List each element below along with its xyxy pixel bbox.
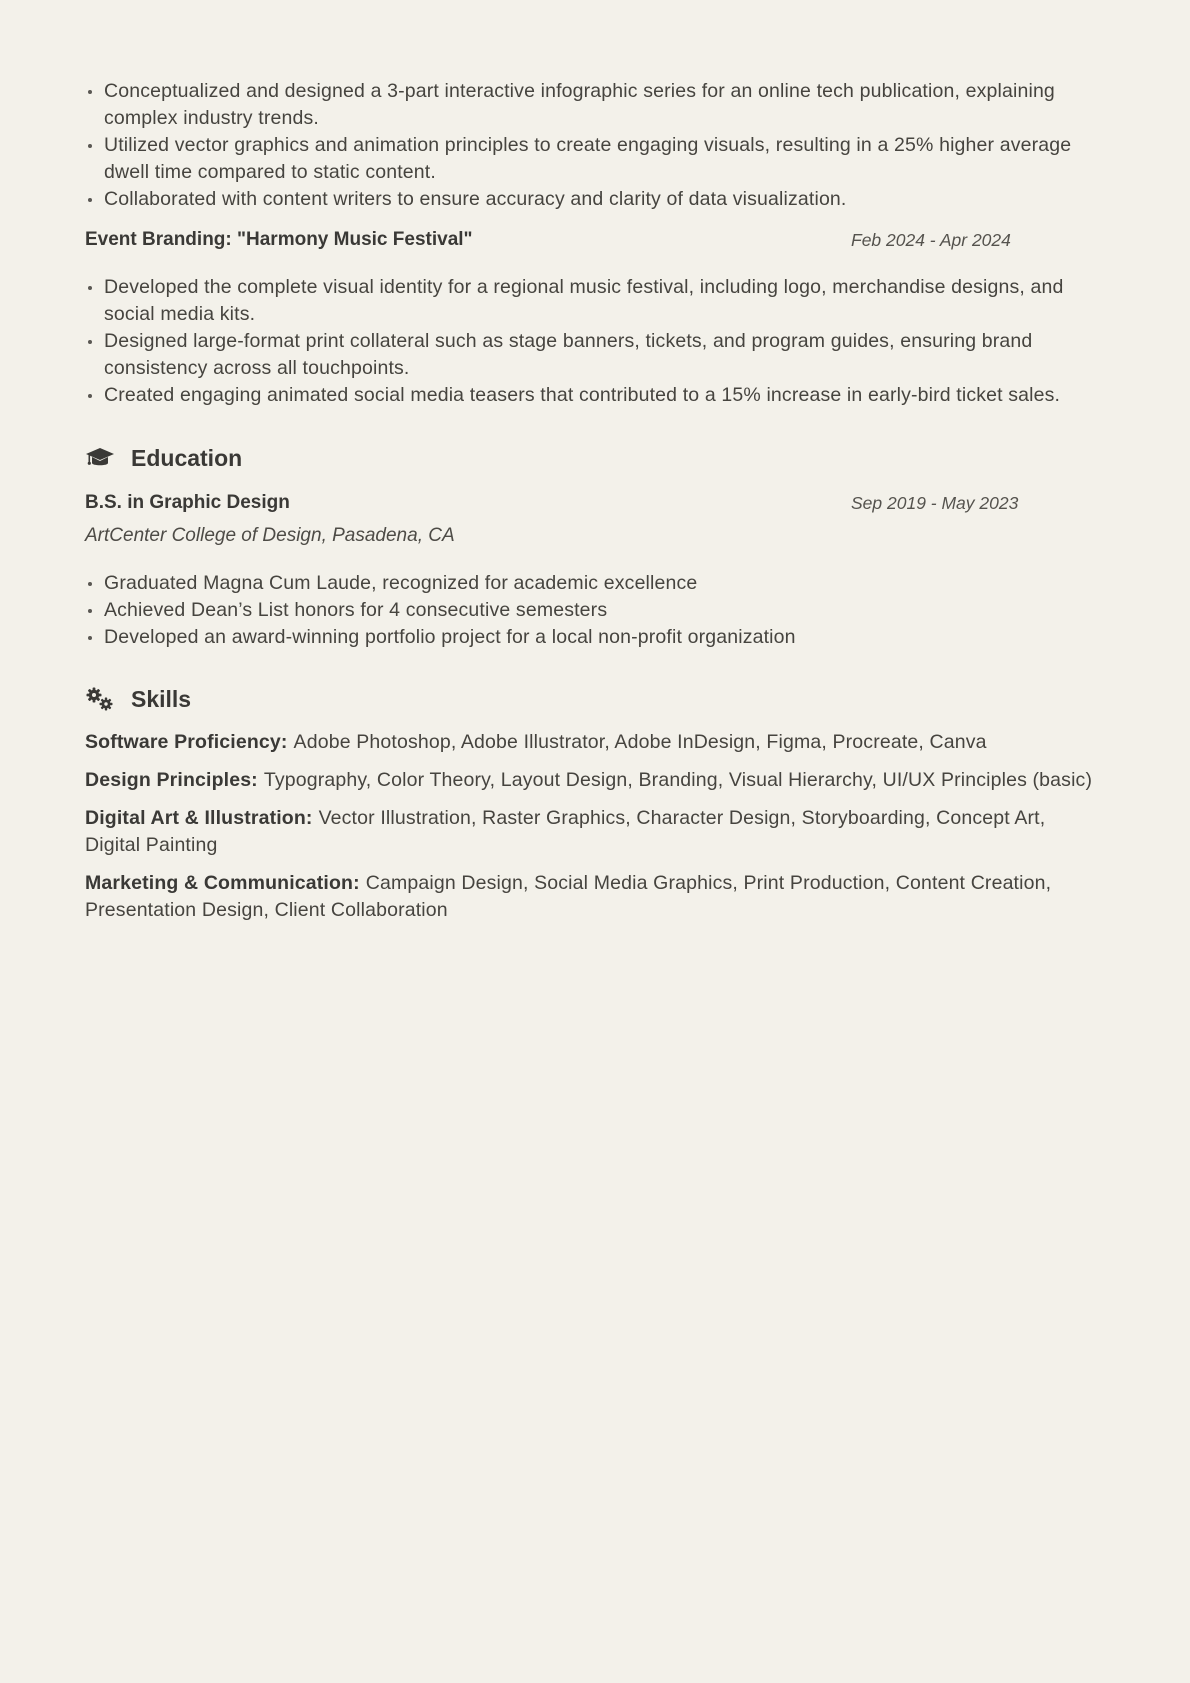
skill-row [85, 870, 1105, 924]
skill-row [85, 729, 1105, 756]
list-item: Developed an award-winning portfolio project for a local non-profit organization [104, 624, 1105, 651]
graduation-cap-icon [85, 443, 115, 473]
skill-label: Software Proficiency: [85, 731, 288, 753]
list-item: Collaborated with content writers to ensure accuracy and clarity of data visualization. [104, 186, 1105, 213]
skill-value: Campaign Design, Social Media Graphics, Print Production, Content Creation, Presentation Design, Client Collaboration [85, 872, 1052, 921]
education-bullet-list [85, 570, 1105, 651]
list-item: Designed large-format print collateral such as stage banners, tickets, and program guides, ensuring brand consistency across all touchpoints. [104, 328, 1105, 382]
education-section-header [85, 441, 1105, 475]
project-bullet-list [85, 78, 1105, 213]
skills-section-header [85, 682, 1105, 716]
degree-title: B.S. in Graphic Design [85, 492, 290, 513]
education-heading: Education [131, 445, 243, 471]
skills-heading: Skills [131, 686, 192, 712]
list-item: Created engaging animated social media teasers that contributed to a 15% increase in early-bird ticket sales. [104, 382, 1105, 409]
list-item: Utilized vector graphics and animation principles to create engaging visuals, resulting in a 25% higher average dwell time compared to static content. [104, 132, 1105, 186]
skills-list [85, 729, 1105, 924]
resume-page [85, 78, 1105, 935]
project-entry-header [85, 226, 1105, 254]
skill-value: Adobe Photoshop, Adobe Illustrator, Adobe InDesign, Figma, Procreate, Canva [293, 731, 987, 753]
list-item: Graduated Magna Cum Laude, recognized for academic excellence [104, 570, 1105, 597]
skill-label: Digital Art & Illustration: [85, 807, 313, 829]
project-title: Event Branding: "Harmony Music Festival" [85, 229, 473, 250]
list-item: Achieved Dean’s List honors for 4 consecutive semesters [104, 597, 1105, 624]
skill-label: Design Principles: [85, 769, 258, 791]
list-item: Conceptualized and designed a 3-part interactive infographic series for an online tech publication, explaining complex industry trends. [104, 78, 1105, 132]
skill-label: Marketing & Communication: [85, 872, 360, 894]
list-item: Developed the complete visual identity for a regional music festival, including logo, merchandise designs, and social media kits. [104, 274, 1105, 328]
skill-row [85, 805, 1105, 859]
education-entry-header [85, 489, 1105, 517]
skill-row [85, 767, 1105, 794]
skill-value: Typography, Color Theory, Layout Design, Branding, Visual Hierarchy, UI/UX Principles (basic) [263, 769, 1093, 791]
project-date: Feb 2024 - Apr 2024 [851, 230, 1011, 250]
skill-value: Vector Illustration, Raster Graphics, Character Design, Storyboarding, Concept Art, Digital Painting [85, 807, 1046, 856]
gears-icon [85, 684, 115, 714]
school-name: ArtCenter College of Design, Pasadena, CA [85, 525, 455, 546]
project-bullet-list [85, 274, 1105, 409]
education-date: Sep 2019 - May 2023 [851, 493, 1019, 513]
